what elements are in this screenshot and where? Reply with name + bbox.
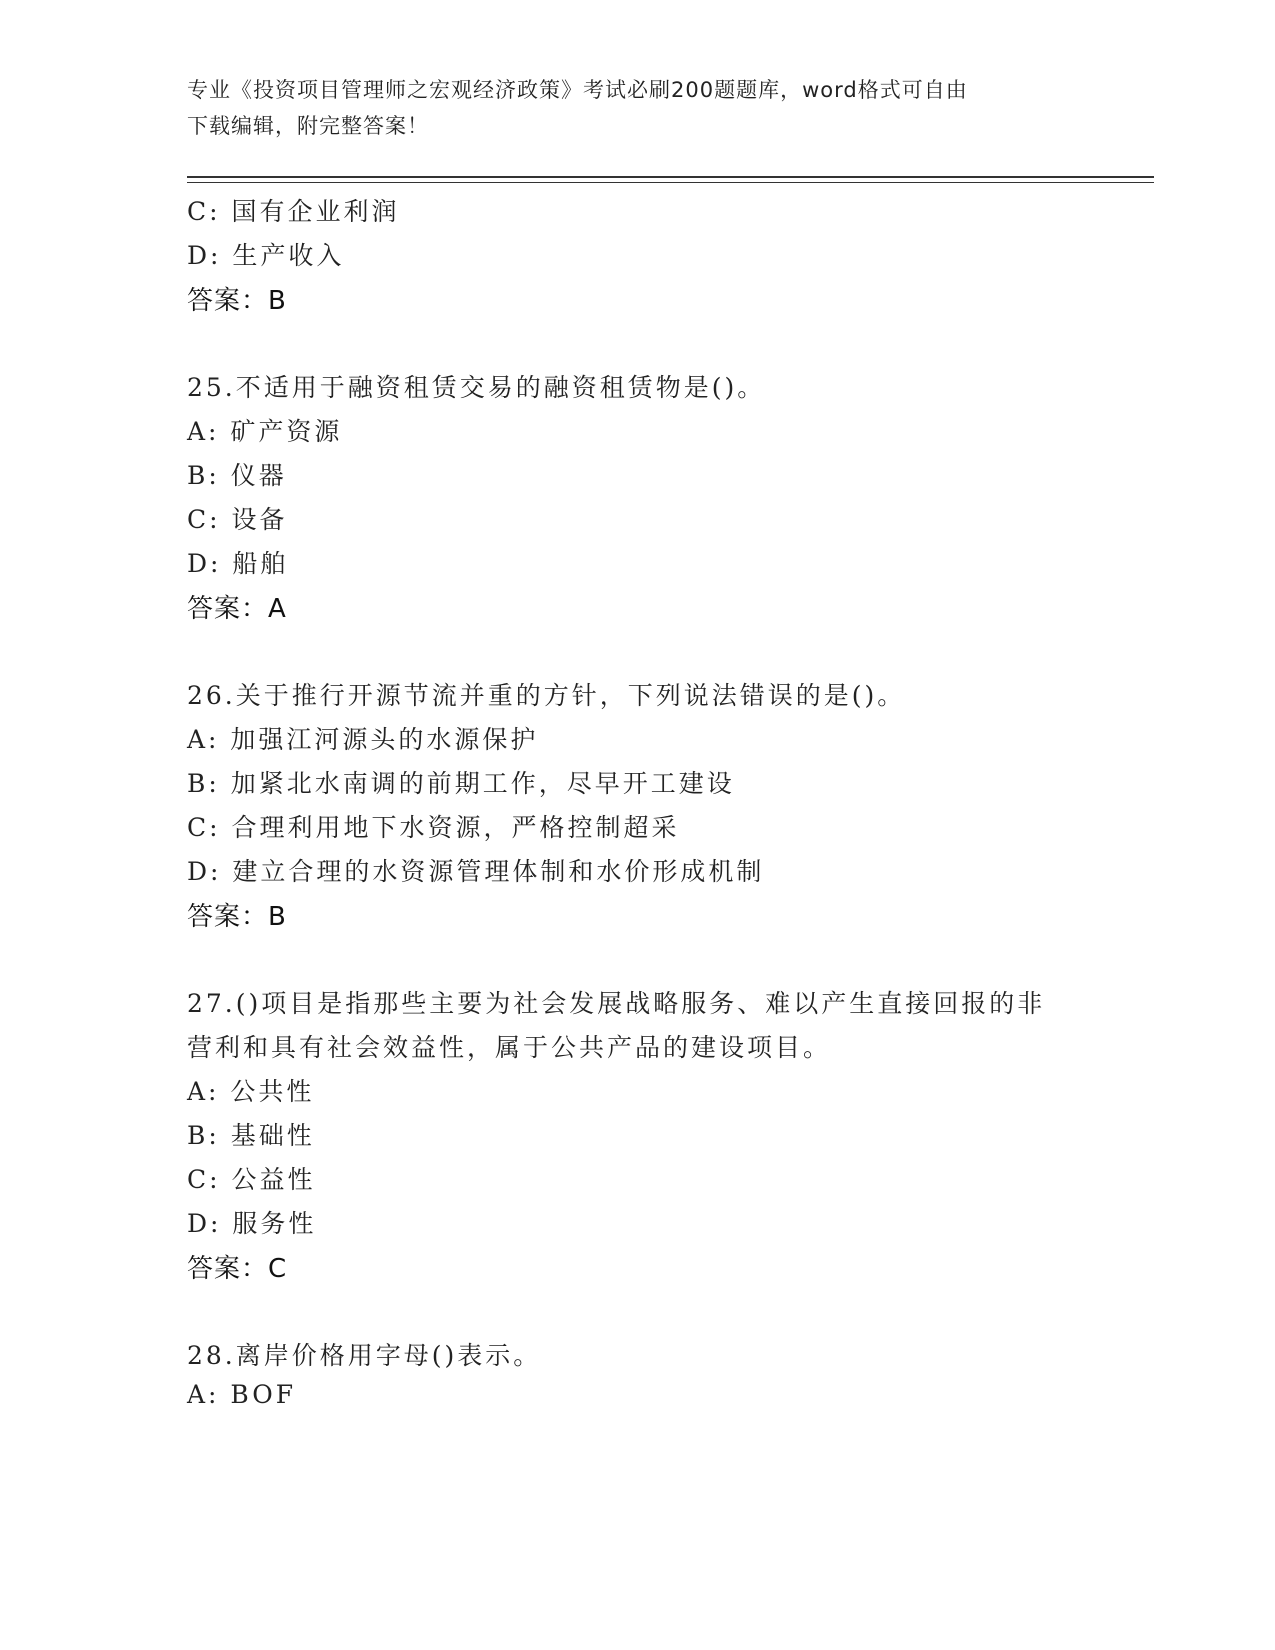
q25-option-a: A: 矿产资源 xyxy=(187,417,343,446)
q26-option-a: A: 加强江河源头的水源保护 xyxy=(187,725,539,754)
q27-option-a: A: 公共性 xyxy=(187,1077,315,1106)
q26-option-d: D: 建立合理的水资源管理体制和水价形成机制 xyxy=(187,857,765,886)
q27-option-d: D: 服务性 xyxy=(187,1209,317,1238)
q27-option-c: C: 公益性 xyxy=(187,1165,316,1194)
q25-option-c: C: 设备 xyxy=(187,505,288,534)
prev-option-d: D: 生产收入 xyxy=(187,241,345,270)
q28-option-a: A: BOF xyxy=(187,1380,297,1409)
q27-stem-line-2: 营利和具有社会效益性，属于公共产品的建设项目。 xyxy=(187,1033,832,1062)
prev-answer: 答案：B xyxy=(187,286,287,316)
q26-option-c: C: 合理利用地下水资源，严格控制超采 xyxy=(187,813,680,842)
document-header xyxy=(187,72,1067,144)
q26-stem: 26.关于推行开源节流并重的方针，下列说法错误的是()。 xyxy=(187,681,906,710)
q27-stem-line-1: 27.()项目是指那些主要为社会发展战略服务、难以产生直接回报的非 xyxy=(187,989,1046,1018)
header-divider-thick xyxy=(187,176,1154,178)
q26-option-b: B: 加紧北水南调的前期工作，尽早开工建设 xyxy=(187,769,735,798)
q25-answer: 答案：A xyxy=(187,594,287,624)
header-divider-thin xyxy=(187,182,1154,183)
prev-option-c: C: 国有企业利润 xyxy=(187,197,400,226)
q26-answer: 答案：B xyxy=(187,902,287,932)
q25-option-b: B: 仪器 xyxy=(187,461,287,490)
q28-stem: 28.离岸价格用字母()表示。 xyxy=(187,1341,542,1370)
q27-option-b: B: 基础性 xyxy=(187,1121,315,1150)
q27-answer: 答案：C xyxy=(187,1254,288,1284)
header-line-1: 专业《投资项目管理师之宏观经济政策》考试必刷200题题库，word格式可自由 xyxy=(187,78,968,102)
q25-option-d: D: 船舶 xyxy=(187,549,289,578)
q25-stem: 25.不适用于融资租赁交易的融资租赁物是()。 xyxy=(187,373,766,402)
header-line-2: 下载编辑，附完整答案！ xyxy=(187,114,429,138)
